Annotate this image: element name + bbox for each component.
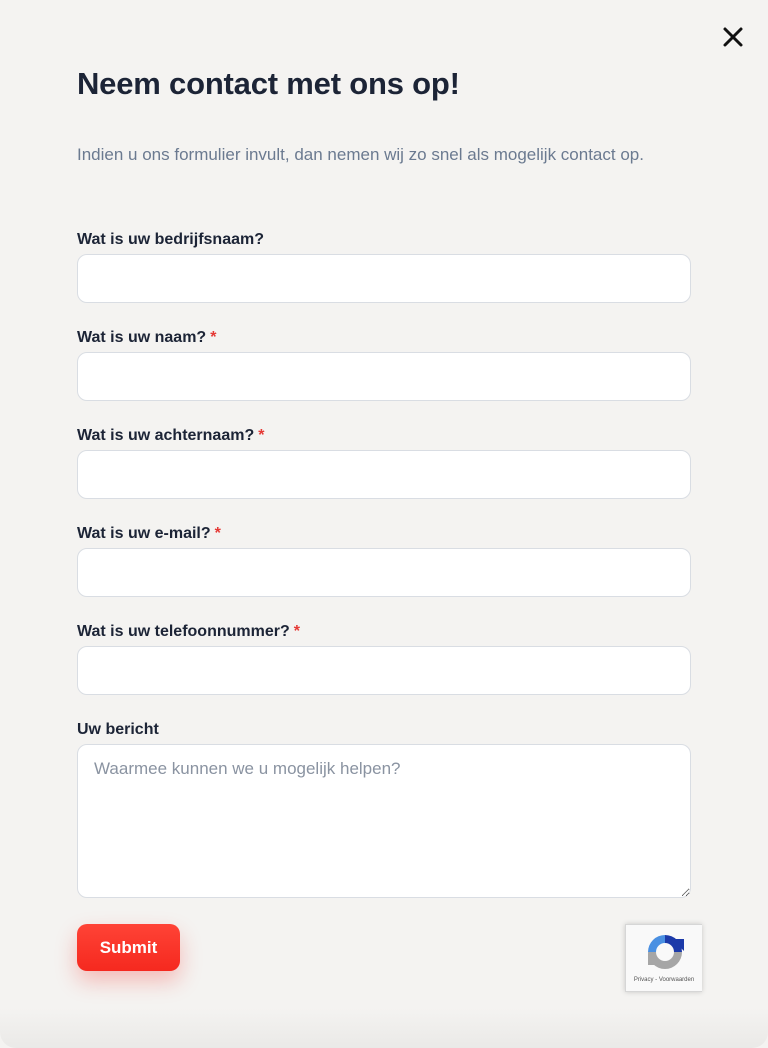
message-label	[77, 721, 159, 739]
required-marker: *	[258, 427, 265, 444]
close-button[interactable]	[718, 22, 748, 52]
last-name-label-text: Wat is uw achternaam?	[77, 427, 255, 444]
phone-input[interactable]	[77, 646, 691, 695]
message-textarea[interactable]	[77, 744, 691, 898]
company-label	[77, 231, 264, 249]
email-label-text: Wat is uw e-mail?	[77, 525, 211, 542]
bottom-fade	[0, 1008, 768, 1048]
phone-label-text: Wat is uw telefoonnummer?	[77, 623, 290, 640]
required-marker: *	[214, 525, 221, 542]
email-input[interactable]	[77, 548, 691, 597]
page-title: Neem contact met ons op!	[77, 66, 460, 101]
first-name-input[interactable]	[77, 352, 691, 401]
first-name-label	[77, 329, 216, 347]
email-label	[77, 525, 221, 543]
required-marker: *	[293, 623, 300, 640]
recaptcha-links[interactable]: Privacy - Voorwaarden	[633, 977, 695, 983]
page-subtitle: Indien u ons formulier invult, dan nemen wij zo snel als mogelijk contact op.	[77, 145, 644, 164]
company-name-input[interactable]	[77, 254, 691, 303]
required-marker: *	[210, 329, 217, 346]
last-name-input[interactable]	[77, 450, 691, 499]
company-label-text: Wat is uw bedrijfsnaam?	[77, 231, 264, 248]
close-icon	[722, 26, 744, 48]
message-label-text: Uw bericht	[77, 721, 159, 738]
submit-button[interactable]: Submit	[77, 924, 180, 971]
last-name-label	[77, 427, 264, 445]
recaptcha-badge[interactable]	[625, 924, 702, 992]
phone-label	[77, 623, 300, 641]
first-name-label-text: Wat is uw naam?	[77, 329, 207, 346]
recaptcha-icon	[644, 931, 686, 973]
